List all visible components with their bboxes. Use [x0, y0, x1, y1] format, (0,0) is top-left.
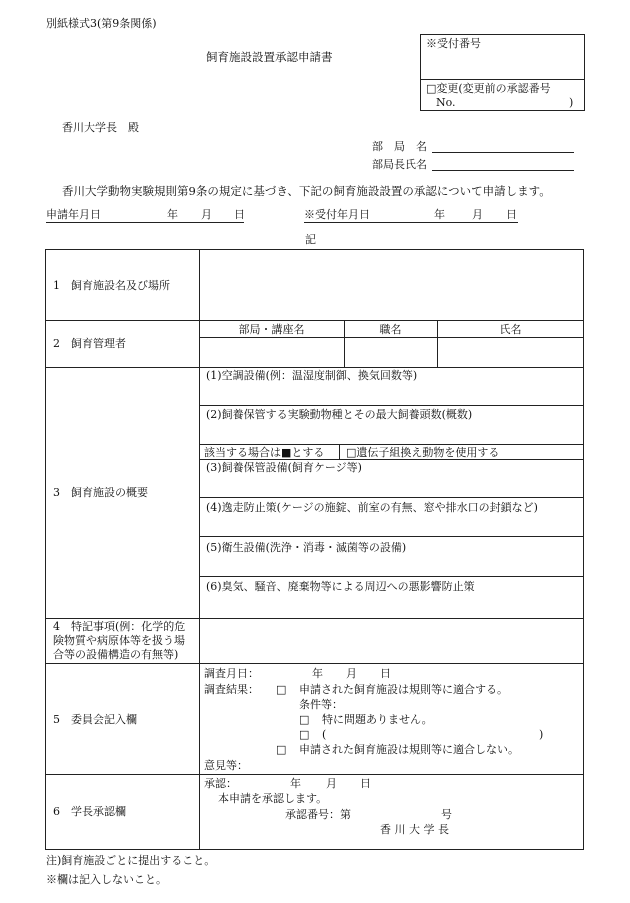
no-problem-text: 特に問題ありません。	[322, 713, 433, 726]
receipt-box-divider	[420, 79, 585, 80]
application-date-day: 日	[234, 208, 245, 221]
escape-prevention-item: (4)逸走防止策(ケージの施錠、前室の有無、窓や排水口の封鎖など)	[206, 501, 538, 514]
approval-date-month: 月	[326, 777, 337, 790]
item2-divider	[199, 444, 584, 445]
manager-name-field[interactable]	[438, 338, 584, 367]
special-notes-field[interactable]	[200, 619, 583, 663]
department-field[interactable]	[432, 152, 574, 153]
conditions-label: 条件等：	[299, 698, 343, 711]
animal-species-item: (2)飼養保管する実験動物種とその最大飼養頭数(概数)	[206, 408, 473, 421]
approval-number-label: 承認番号：第	[285, 808, 351, 821]
check-divider	[339, 444, 340, 459]
previous-number-close: )	[569, 96, 574, 109]
department-head-label: 部局長氏名	[372, 158, 427, 171]
survey-date-month-text: 年	[312, 667, 323, 680]
receipt-number-label: ※受付番号	[426, 37, 481, 50]
item4-divider	[199, 536, 584, 537]
survey-date-month: 月	[346, 667, 357, 680]
row4-label-line2: 険物質や病原体等を扱う場	[53, 634, 185, 647]
survey-date-label: 調査月日：	[204, 667, 259, 680]
application-date-year: 年	[167, 208, 178, 221]
item5-divider	[199, 576, 584, 577]
row5-label: 5 委員会記入欄	[53, 713, 137, 726]
check-instruction: 該当する場合は■とする	[204, 446, 325, 459]
survey-result-label: 調査結果：	[204, 683, 259, 696]
nuisance-prevention-item: (6)臭気、騒音、廃棄物等による周辺への悪影響防止策	[206, 580, 475, 593]
row4-label-line1: 4 特記事項(例：化学的危	[53, 620, 186, 633]
row1-divider	[45, 320, 584, 321]
air-conditioning-item: (1)空調設備(例：温湿度制御、換気回数等)	[206, 369, 418, 382]
received-date-field[interactable]	[304, 222, 518, 223]
item3-divider	[199, 497, 584, 498]
row2-label: 2 飼育管理者	[53, 337, 126, 350]
facility-name-field[interactable]	[200, 250, 583, 320]
sanitation-item: (5)衛生設備(洗浄・消毒・滅菌等の設備)	[206, 541, 407, 554]
conform-checkbox[interactable]: □	[276, 683, 287, 696]
not-conform-text: 申請された飼育施設は規則等に適合しない。	[299, 743, 519, 756]
addressee: 香川大学長 殿	[62, 121, 139, 134]
form-title: 飼育施設設置承認申請書	[206, 50, 333, 64]
president-signature: 香 川 大 学 長	[380, 823, 449, 836]
note-1: 注)飼育施設ごとに提出すること。	[46, 854, 216, 867]
manager-title-field[interactable]	[345, 338, 437, 367]
gm-animal-checkbox[interactable]: □遺伝子組換え動物を使用する	[346, 446, 500, 459]
received-date-month: 月	[472, 208, 483, 221]
approval-date-year: 年	[290, 777, 301, 790]
previous-number-no: No.	[436, 96, 456, 109]
intro-text: 香川大学動物実験規則第9条の規定に基づき、下記の飼育施設設置の承認について申請します。	[62, 184, 551, 198]
survey-date-day: 日	[380, 667, 391, 680]
ki-heading: 記	[305, 233, 316, 246]
col-header-department: 部局・講座名	[238, 323, 305, 336]
row4-label-line3: 合等の設備構造の有無等)	[53, 648, 179, 661]
manager-department-field[interactable]	[200, 338, 344, 367]
row5-divider	[45, 774, 584, 775]
row4-divider	[45, 663, 584, 664]
approval-date-day: 日	[360, 777, 371, 790]
row2-divider	[45, 367, 584, 368]
application-date-month: 月	[201, 208, 212, 221]
form-number: 別紙様式3(第9条関係)	[46, 17, 157, 30]
department-head-field[interactable]	[432, 170, 574, 171]
no-problem-checkbox[interactable]: □	[299, 713, 310, 726]
other-condition-open: (	[322, 728, 327, 741]
col-header-job-title: 職名	[379, 323, 402, 336]
received-date-label: ※受付年月日	[304, 208, 370, 221]
received-date-year: 年	[434, 208, 445, 221]
other-condition-checkbox[interactable]: □	[299, 728, 310, 741]
row1-label: 1 飼育施設名及び場所	[53, 279, 170, 292]
item1-divider	[199, 405, 584, 406]
change-checkbox-label[interactable]: □変更(変更前の承認番号	[426, 82, 551, 95]
row6-label: 6 学長承認欄	[53, 805, 126, 818]
row3-label: 3 飼育施設の概要	[53, 486, 148, 499]
check-row-divider	[199, 459, 584, 460]
application-date-field[interactable]	[46, 222, 244, 223]
conform-text: 申請された飼育施設は規則等に適合する。	[299, 683, 508, 696]
not-conform-checkbox[interactable]: □	[276, 743, 287, 756]
approval-text: 本申請を承認します。	[218, 792, 328, 805]
received-date-day: 日	[506, 208, 517, 221]
col-header-name: 氏名	[499, 323, 522, 336]
opinion-label: 意見等：	[204, 759, 248, 772]
note-2: ※欄は記入しないこと。	[46, 873, 167, 886]
other-condition-close: )	[539, 728, 544, 741]
approval-number-suffix: 号	[441, 808, 452, 821]
application-date-label: 申請年月日	[46, 208, 101, 221]
department-label: 部 局 名	[372, 140, 427, 153]
approval-date-label: 承認：	[204, 777, 237, 790]
housing-equipment-item: (3)飼養保管設備(飼育ケージ等)	[206, 461, 362, 474]
